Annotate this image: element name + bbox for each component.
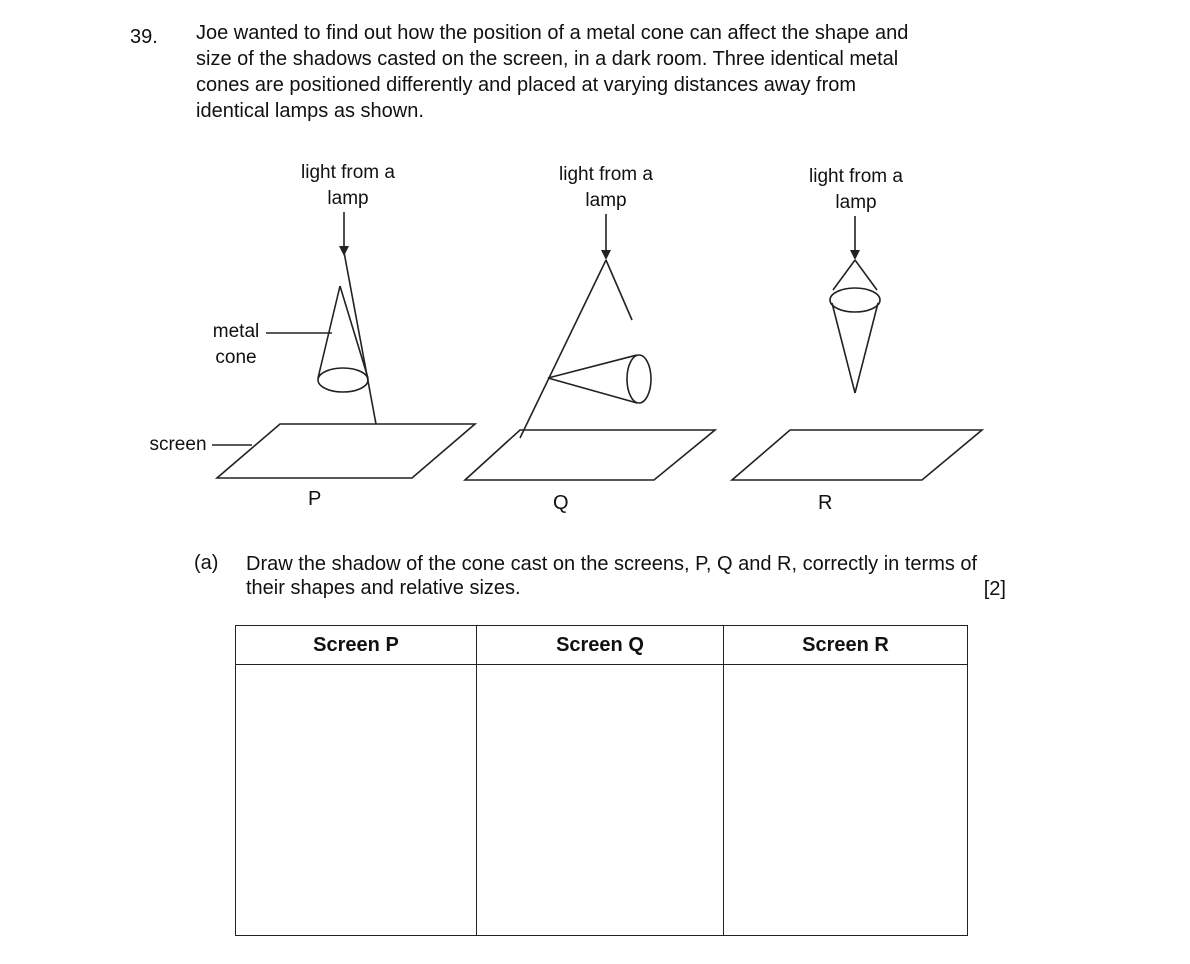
- lamp-label-q: light from a lamp: [559, 164, 653, 211]
- cone-base-q: [627, 355, 651, 403]
- screen-letter-r: R: [818, 492, 833, 514]
- cone-side-q: [548, 355, 637, 378]
- light-ray-q: [520, 260, 606, 438]
- setup-r: [732, 216, 982, 480]
- cone-side-p: [318, 286, 340, 378]
- answer-table-header-row: [236, 626, 968, 665]
- part-a-marks: [2]: [983, 578, 1006, 600]
- screen-letter-q: Q: [553, 492, 569, 514]
- cone-base-p: [318, 368, 368, 392]
- answer-cell-p[interactable]: [236, 665, 477, 936]
- question-text-line: size of the shadows casted on the screen, in a dark room. Three identical metal: [196, 48, 899, 70]
- header-screen-q: Screen Q: [476, 626, 723, 665]
- cone-base-r: [830, 288, 880, 312]
- cone-side-q: [548, 378, 637, 403]
- part-a-text: Draw the shadow of the cone cast on the screens, P, Q and R, correctly in terms of their shapes and relative sizes.: [246, 553, 978, 599]
- header-screen-r: Screen R: [723, 626, 967, 665]
- arrow-head-q: [601, 250, 611, 260]
- cone-side-r: [855, 303, 878, 393]
- question-number: 39.: [130, 26, 158, 48]
- light-ray-q: [606, 260, 632, 320]
- cone-side-r: [832, 303, 855, 393]
- light-ray-r: [855, 260, 877, 290]
- answer-table-row: [236, 665, 968, 936]
- question-text-line: Joe wanted to find out how the position of a metal cone can affect the shape and: [196, 22, 909, 44]
- question-text-line: cones are positioned differently and placed at varying distances away from: [196, 74, 857, 96]
- screen-r: [732, 430, 982, 480]
- header-screen-p: Screen P: [236, 626, 477, 665]
- cone-side-p: [340, 286, 368, 378]
- answer-cell-q[interactable]: [476, 665, 723, 936]
- screen-letter-p: P: [308, 488, 322, 510]
- arrow-head-r: [850, 250, 860, 260]
- lamp-label-p: light from a lamp: [301, 162, 395, 209]
- answer-table: [235, 625, 968, 936]
- setup-q: [465, 214, 715, 480]
- screen-label: screen: [149, 434, 207, 455]
- light-ray-r: [833, 260, 855, 290]
- question-text-line: identical lamps as shown.: [196, 100, 424, 122]
- answer-cell-r[interactable]: [723, 665, 967, 936]
- light-ray-p: [344, 252, 376, 424]
- screen-q: [465, 430, 715, 480]
- lamp-label-r: light from a lamp: [809, 166, 903, 213]
- cone-label: metal cone: [212, 321, 260, 368]
- screen-p: [217, 424, 475, 478]
- part-a-label: (a): [194, 552, 219, 574]
